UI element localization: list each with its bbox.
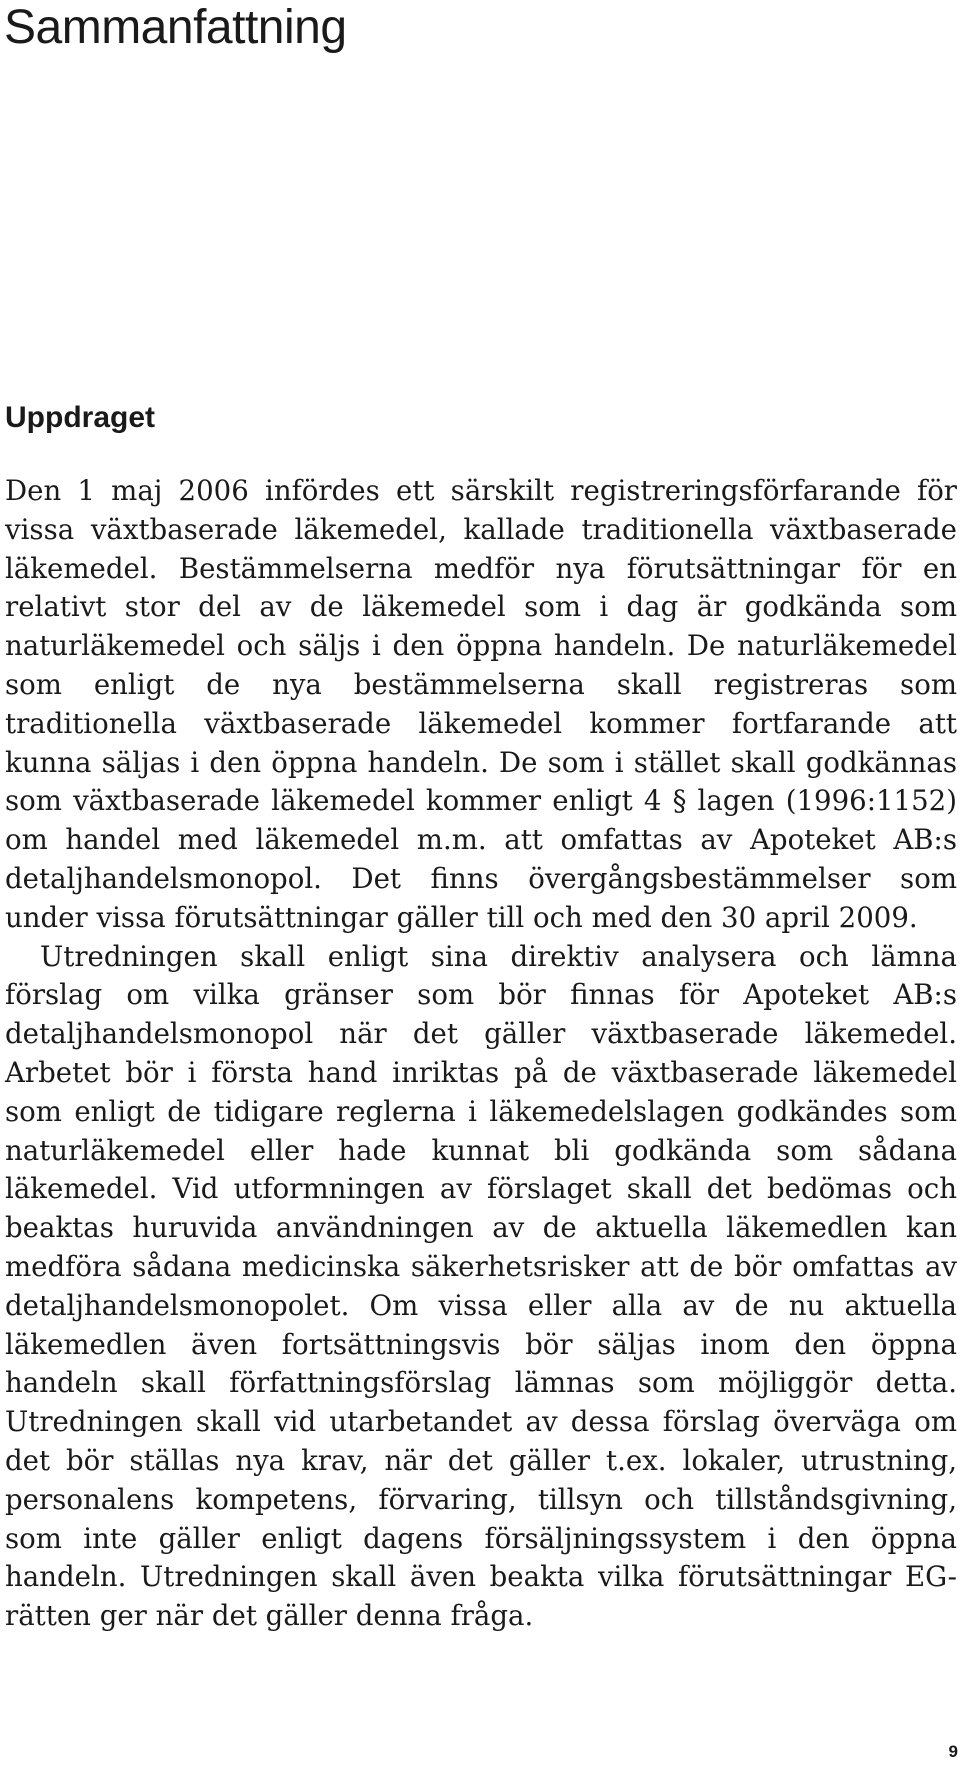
- paragraph-2: Utredningen skall enligt sina direktiv analysera och lämna förslag om vilka gränser som bör finnas för Apoteket AB:s detaljhandelsmonopol när det gäller växtbaserade läkemedel. Arbetet bör i första hand inriktas på de växtbaserade läkemedel som enligt de tidigare reglerna i läkemedelslagen godkändes som naturläkemedel eller hade kunnat bli godkända som sådana läkemedel. Vid utformningen av förslaget skall det bedömas och beaktas huruvida användningen av de aktuella läkemedlen kan medföra sådana medicinska säkerhetsrisker att de bör omfattas av detaljhandelsmonopolet. Om vissa eller alla av de nu aktuella läkemedlen även fortsättningsvis bör säljas inom den öppna handeln skall författningsförslag lämnas som möjliggör detta. Utredningen skall vid utarbetandet av dessa förslag överväga om det bör ställas nya krav, när det gäller t.ex. lokaler, utrustning, personalens kompetens, förvaring, tillsyn och tillståndsgivning, som inte gäller enligt dagens försäljningssystem i den öppna handeln. Utredningen skall även beakta vilka förutsättningar EG-rätten ger när det gäller denna fråga.: [5, 939, 957, 1633]
- body-text: [5, 472, 957, 1636]
- section-heading: Uppdraget: [5, 401, 155, 434]
- paragraph-1: Den 1 maj 2006 infördes ett särskilt registreringsförfarande för vissa växtbaserade läkemedel, kallade traditionella växtbaserade läkemedel. Bestämmelserna medför nya förutsättningar för en relativt stor del av de läkemedel som i dag är godkända som naturläkemedel och säljs i den öppna handeln. De naturläkemedel som enligt de nya bestämmelserna skall registreras som traditionella växtbaserade läkemedel kommer fortfarande att kunna säljas i den öppna handeln. De som i stället skall godkännas som växtbaserade läkemedel kommer enligt 4 § lagen (1996:1152) om handel med läkemedel m.m. att omfattas av Apoteket AB:s detaljhandelsmonopol. Det finns övergångsbestämmelser som under vissa förutsättningar gäller till och med den 30 april 2009.: [5, 474, 957, 934]
- page-number: 9: [948, 1742, 958, 1761]
- page-title: Sammanfattning: [4, 1, 347, 54]
